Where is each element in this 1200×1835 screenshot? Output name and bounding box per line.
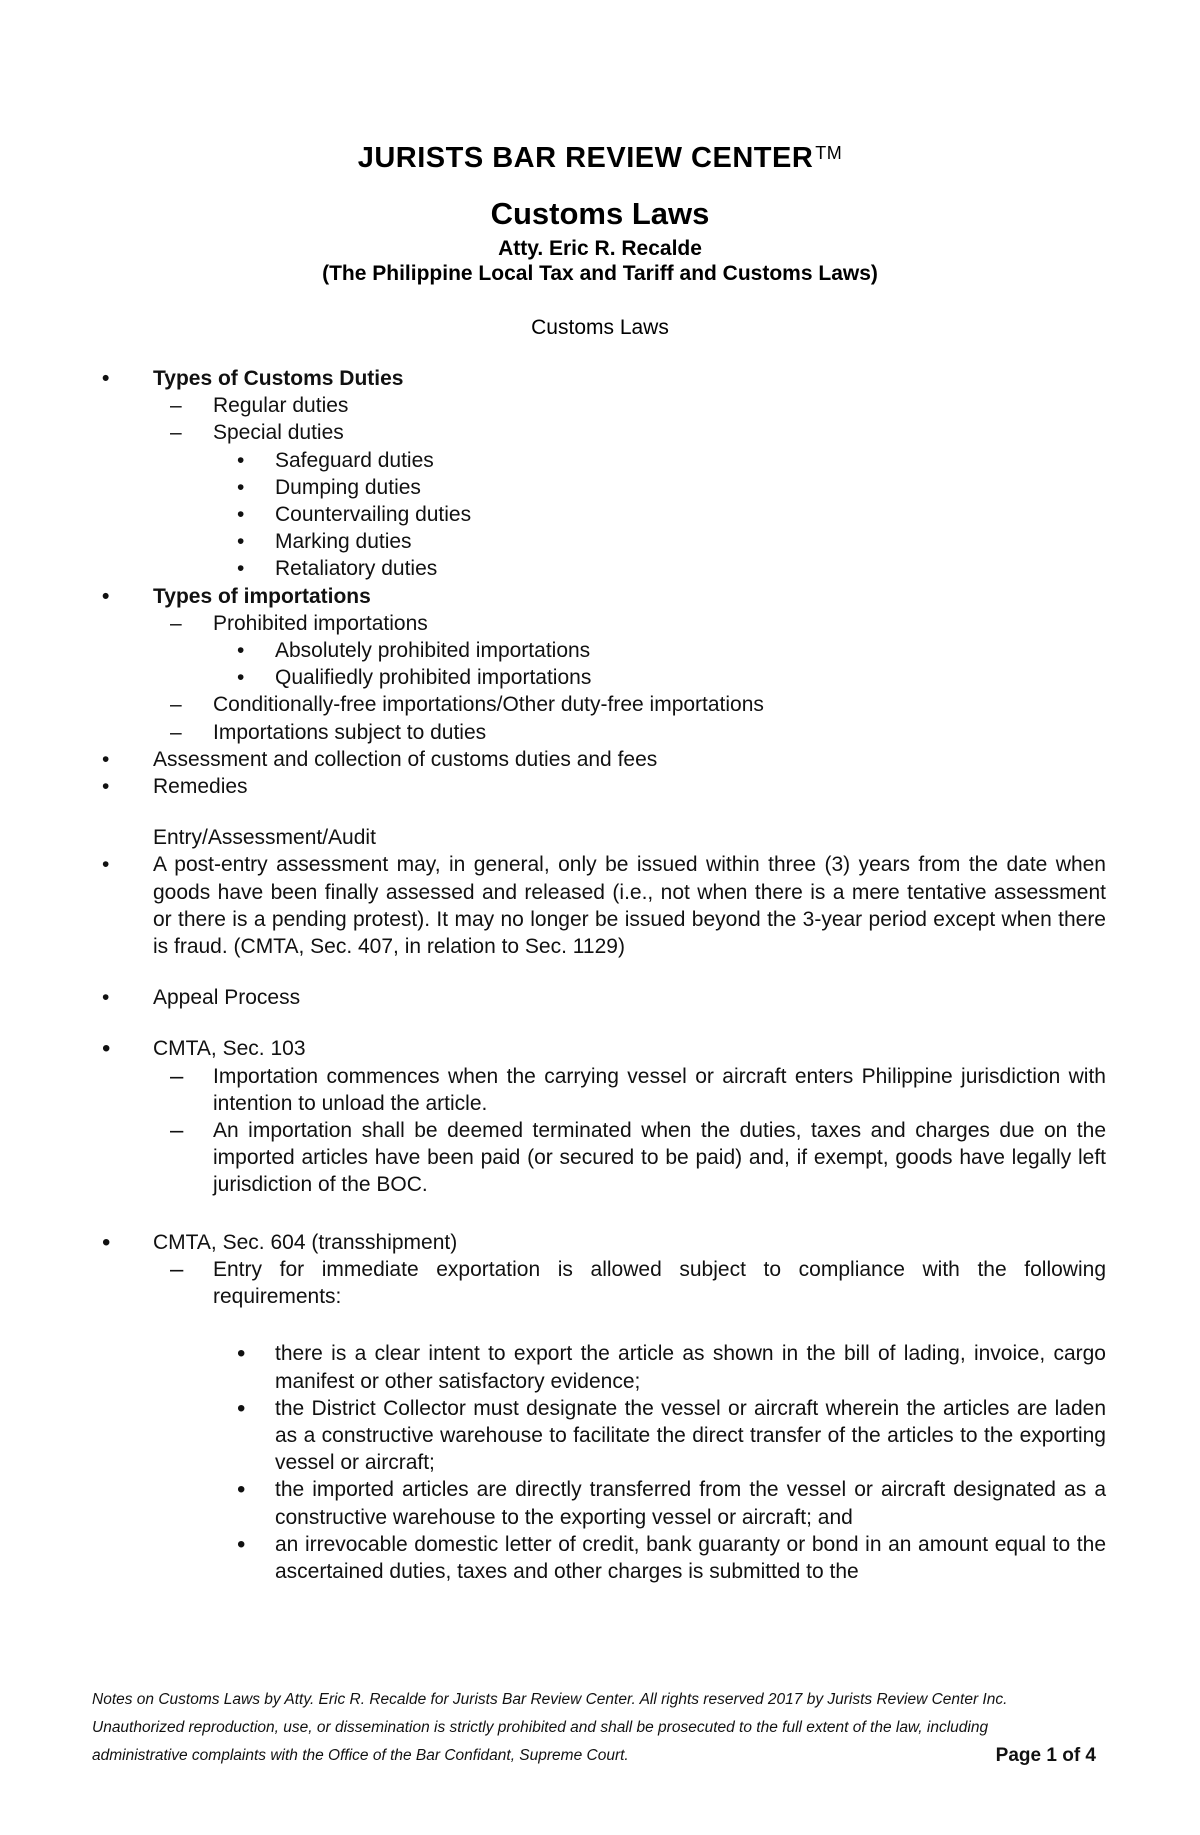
trademark-mark: TM: [815, 143, 843, 163]
dash-icon: –: [170, 394, 182, 418]
outline-subitem: – Conditionally-free importations/Other duty-free importations: [92, 691, 1106, 718]
sec-604-requirement: • the imported articles are directly transferred from the vessel or aircraft designated as a constructive warehouse to the exporting vessel or aircraft; and: [237, 1476, 1106, 1529]
bullet-icon: •: [102, 986, 110, 1010]
bullet-icon: •: [102, 1035, 111, 1063]
bullet-icon: •: [102, 1228, 111, 1256]
sec-604-intro: – Entry for immediate exportation is allowed subject to compliance with the following requirements:: [170, 1255, 1106, 1309]
dash-icon: –: [170, 1062, 184, 1090]
bullet-icon: •: [237, 1476, 246, 1504]
outline-subitem: – Prohibited importations: [92, 610, 1106, 637]
appeal-process-item: • Appeal Process: [92, 984, 1106, 1011]
bullet-icon: •: [102, 584, 110, 608]
footer-line: Unauthorized reproduction, use, or dissemination is strictly prohibited and shall be prosecuted to the full extent of the law, including: [92, 1719, 989, 1736]
dash-icon: –: [170, 693, 182, 717]
outline-subsubitem: • Retaliatory duties: [92, 555, 1106, 582]
center-name-heading: [0, 142, 1200, 175]
dash-icon: –: [170, 720, 182, 744]
dash-icon: –: [170, 421, 182, 445]
center-name: JURISTS BAR REVIEW CENTER: [357, 142, 814, 174]
sec-604-requirement: • an irrevocable domestic letter of credit, bank guaranty or bond in an amount equal to the ascertained duties, taxes and other charges is submitted to the: [237, 1530, 1106, 1583]
bullet-icon: •: [102, 853, 110, 877]
outline-subsubitem: • Dumping duties: [92, 474, 1106, 501]
document-body: [92, 365, 1106, 1585]
bullet-icon: •: [237, 1394, 246, 1422]
bullet-icon: •: [237, 1530, 246, 1558]
dash-icon: –: [170, 1117, 184, 1145]
entry-assessment-paragraph: • A post-entry assessment may, in general, only be issued within three (3) years from the date when goods have been finally assessed and released (i.e., not when there is a mere tentative assessment or there is a pending protest). It may no longer be issued beyond the 3-year period except when there is fraud. (CMTA, Sec. 407, in relation to Sec. 1129): [102, 853, 1106, 959]
bullet-icon: •: [237, 448, 245, 472]
footer-line: administrative complaints with the Office of the Bar Confidant, Supreme Court.: [92, 1747, 629, 1764]
bullet-icon: •: [102, 775, 110, 799]
outline-item-types-of-duties: • Types of Customs Duties: [92, 365, 1106, 392]
entry-assessment-label: Entry/Assessment/Audit: [153, 826, 376, 850]
bullet-icon: •: [237, 1340, 246, 1368]
bullet-icon: •: [237, 557, 245, 581]
bullet-icon: •: [102, 367, 110, 390]
outline-subsubitem: • Absolutely prohibited importations: [92, 637, 1106, 664]
outline-subsubitem: • Qualifiedly prohibited importations: [92, 664, 1106, 691]
outline-item-remedies: • Remedies: [92, 773, 1106, 800]
outline-subitem: – Special duties: [92, 419, 1106, 446]
bullet-icon: •: [237, 639, 245, 663]
cmta-sec-103-item: • CMTA, Sec. 103: [102, 1035, 306, 1063]
outline-subsubitem: • Marking duties: [92, 528, 1106, 555]
author-name: Atty. Eric R. Recalde: [498, 237, 702, 260]
outline-item-types-of-importations: • Types of importations: [92, 583, 1106, 610]
sec-604-requirement: • there is a clear intent to export the article as shown in the bill of lading, invoice, cargo manifest or other satisfactory evidence;: [237, 1340, 1106, 1393]
bullet-icon: •: [237, 666, 245, 690]
sec-103-subitem: – Importation commences when the carrying vessel or aircraft enters Philippine jurisdiction with intention to unload the article.: [170, 1062, 1106, 1115]
section-heading: Customs Laws: [531, 316, 669, 339]
bullet-icon: •: [237, 503, 245, 527]
document-subtitle: (The Philippine Local Tax and Tariff and Customs Laws): [322, 262, 878, 285]
page-footer: [92, 1686, 1106, 1770]
outline-subsubitem: • Safeguard duties: [92, 447, 1106, 474]
bullet-icon: •: [237, 530, 245, 554]
outline-subsubitem: • Countervailing duties: [92, 501, 1106, 528]
outline-item-assessment: • Assessment and collection of customs duties and fees: [92, 746, 1106, 773]
page-number: Page 1 of 4: [995, 1745, 1096, 1766]
dash-icon: –: [170, 611, 182, 635]
outline-subitem: – Regular duties: [92, 392, 1106, 419]
dash-icon: –: [170, 1255, 184, 1283]
sec-604-requirement: • the District Collector must designate the vessel or aircraft wherein the articles are laden as a constructive warehouse to facilitate the direct transfer of the articles to the exporting vessel or aircraft;: [237, 1394, 1106, 1475]
footer-line: Notes on Customs Laws by Atty. Eric R. Recalde for Jurists Bar Review Center. All rights reserved 2017 by Jurists Review Center Inc.: [92, 1691, 1008, 1708]
sec-103-subitem: – An importation shall be deemed terminated when the duties, taxes and charges due on the imported articles have been paid (or secured to be paid) and, if exempt, goods have legally left jurisdiction of the BOC.: [170, 1117, 1106, 1197]
outline-subitem: – Importations subject to duties: [92, 719, 1106, 746]
bullet-icon: •: [102, 747, 110, 771]
subject-title: Customs Laws: [490, 196, 710, 231]
bullet-icon: •: [237, 475, 245, 499]
cmta-sec-604-item: • CMTA, Sec. 604 (transshipment): [102, 1228, 458, 1256]
